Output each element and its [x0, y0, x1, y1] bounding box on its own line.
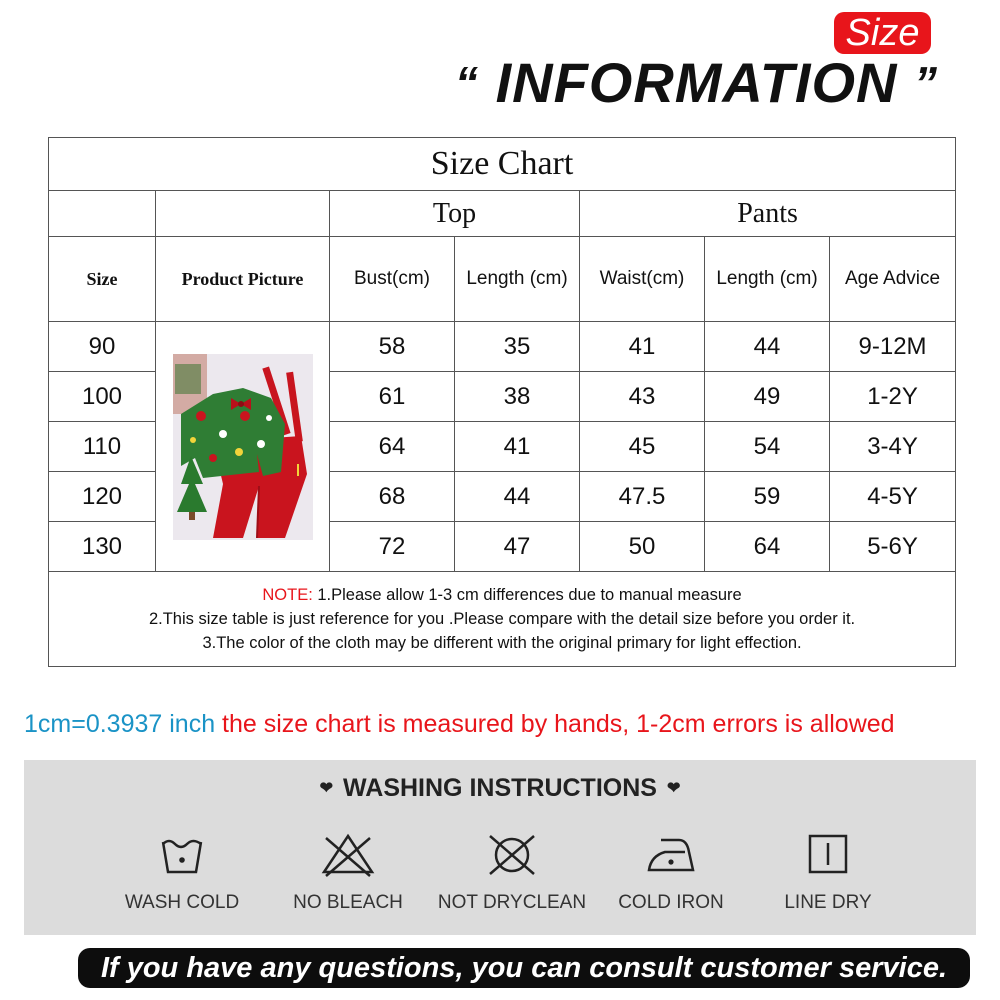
cell-top-length: 44 [455, 472, 580, 522]
cell-age: 3-4Y [830, 422, 956, 472]
wash-label: WASH COLD [124, 892, 240, 913]
note-line-1-text: 1.Please allow 1-3 cm differences due to manual measure [312, 586, 742, 604]
header-age-advice: Age Advice [830, 237, 956, 322]
cell-pants-length: 54 [705, 422, 830, 472]
cell-waist: 47.5 [580, 472, 705, 522]
measurement-disclaimer: the size chart is measured by hands, 1-2cm errors is allowed [215, 710, 895, 738]
table-row [49, 322, 956, 372]
header-size: Size [49, 237, 156, 322]
wash-label: NO BLEACH [293, 892, 403, 913]
cell-bust: 61 [330, 372, 455, 422]
cell-size: 100 [49, 372, 156, 422]
line-dry-icon [805, 830, 851, 880]
wash-label: LINE DRY [784, 892, 872, 913]
cell-waist: 50 [580, 522, 705, 572]
cell-pants-length: 59 [705, 472, 830, 522]
cell-top-length: 47 [455, 522, 580, 572]
size-chart-table [48, 137, 956, 667]
cell-bust: 58 [330, 322, 455, 372]
cell-size: 130 [49, 522, 156, 572]
product-picture-cell [156, 322, 330, 572]
cell-waist: 41 [580, 322, 705, 372]
note-line-1 [49, 583, 955, 607]
empty-cell [156, 191, 330, 237]
cell-bust: 64 [330, 422, 455, 472]
cell-pants-length: 44 [705, 322, 830, 372]
cell-bust: 72 [330, 522, 455, 572]
cell-top-length: 41 [455, 422, 580, 472]
table-title-row [49, 138, 956, 191]
cell-size: 90 [49, 322, 156, 372]
group-pants: Pants [580, 191, 956, 237]
cell-age: 5-6Y [830, 522, 956, 572]
wash-label: COLD IRON [618, 892, 724, 913]
empty-cell [49, 191, 156, 237]
cell-size: 110 [49, 422, 156, 472]
no-dryclean-icon [484, 830, 540, 880]
table-title: Size Chart [49, 138, 956, 191]
unit-conversion: 1cm=0.3937 inch [24, 710, 216, 738]
cell-top-length: 35 [455, 322, 580, 372]
note-label: NOTE: [262, 586, 313, 604]
quote-close: ” [914, 57, 939, 109]
table-group-row [49, 191, 956, 237]
cell-waist: 45 [580, 422, 705, 472]
cell-waist: 43 [580, 372, 705, 422]
note-line-2: 2.This size table is just reference for you .Please compare with the detail size before you order it. [148, 610, 856, 628]
heart-icon: ❤ [319, 780, 334, 797]
cell-age: 9-12M [830, 322, 956, 372]
wash-item-not-dryclean [427, 830, 597, 930]
size-badge: Size [834, 12, 931, 54]
cell-age: 1-2Y [830, 372, 956, 422]
wash-label: NOT DRYCLEAN [437, 892, 587, 913]
header-product-picture: Product Picture [156, 237, 330, 322]
wash-item-no-bleach [263, 830, 433, 930]
conversion-line [24, 707, 984, 741]
wash-item-line-dry [743, 830, 913, 930]
cell-pants-length: 49 [705, 372, 830, 422]
cell-bust: 68 [330, 472, 455, 522]
header-bust: Bust(cm) [330, 237, 455, 322]
information-title [455, 48, 995, 118]
cell-top-length: 38 [455, 372, 580, 422]
header-pants-length: Length (cm) [705, 237, 830, 322]
customer-service-banner: If you have any questions, you can consult customer service. [78, 948, 970, 988]
wash-cold-icon [157, 830, 207, 880]
cold-iron-icon [645, 830, 697, 880]
washing-panel [24, 760, 976, 935]
header-top-length: Length (cm) [455, 237, 580, 322]
header-waist: Waist(cm) [580, 237, 705, 322]
wash-item-cold-iron [586, 830, 756, 930]
cell-pants-length: 64 [705, 522, 830, 572]
heart-icon: ❤ [666, 780, 681, 797]
table-note [49, 572, 956, 667]
note-line-3: 3.The color of the cloth may be different with the original primary for light effection. [202, 634, 802, 652]
no-bleach-icon [318, 830, 378, 880]
table-header-row [49, 237, 956, 322]
table-note-row [49, 572, 956, 667]
cell-age: 4-5Y [830, 472, 956, 522]
group-top: Top [330, 191, 580, 237]
quote-open: “ [455, 57, 479, 109]
wash-item-wash-cold [97, 830, 267, 930]
cell-size: 120 [49, 472, 156, 522]
washing-title-text: WASHING INSTRUCTIONS [343, 774, 657, 802]
product-image [173, 354, 313, 540]
information-title-text: INFORMATION [495, 51, 898, 114]
product-picture [173, 354, 313, 540]
washing-title [24, 770, 976, 807]
